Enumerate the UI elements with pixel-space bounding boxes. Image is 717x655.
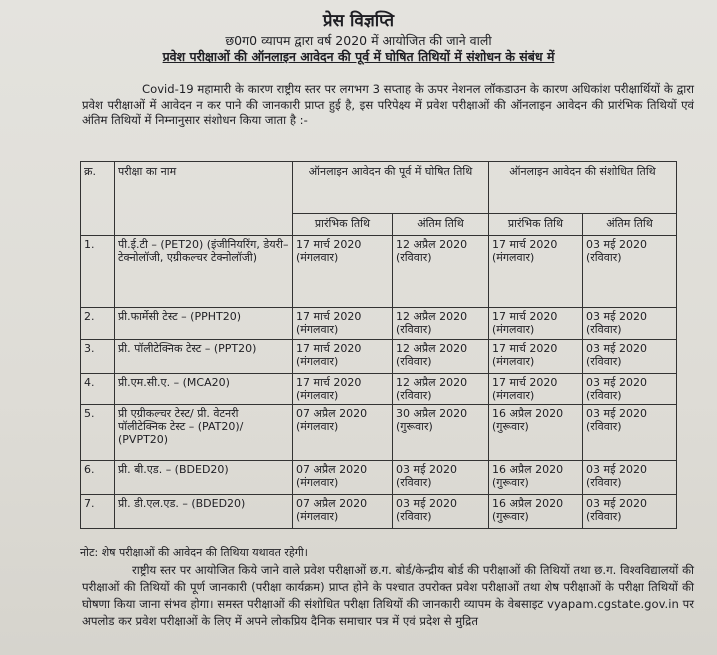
rev-end-day: (रविवार) (586, 510, 622, 523)
prev-end-day: (रविवार) (396, 355, 432, 368)
rev-start-date: 17 मार्च 2020 (492, 342, 558, 355)
rev-start-day: (गुरूवार) (492, 510, 529, 523)
cell-prev-start (293, 340, 393, 374)
cell-sno (81, 374, 115, 405)
cell-prev-end (393, 461, 489, 495)
table-row (81, 236, 677, 308)
row-exam-name: प्री. बी.एड. – (BDED20) (118, 463, 229, 476)
cell-exam-name (115, 405, 293, 461)
subtitle-line-1: छ0ग0 व्यापम द्वारा वर्ष 2020 में आयोजित की जाने वाली (225, 33, 492, 48)
prev-end-date: 12 अप्रैल 2020 (396, 310, 468, 323)
rev-start-date: 16 अप्रैल 2020 (492, 407, 564, 420)
prev-end-day: (रविवार) (396, 251, 432, 264)
prev-end-date: 12 अप्रैल 2020 (396, 342, 468, 355)
rev-end-date: 03 मई 2020 (586, 376, 647, 389)
cell-prev-start (293, 374, 393, 405)
rev-start-day: (मंगलवार) (492, 389, 535, 402)
note-text: नोट: शेष परीक्षाओं की आवेदन की तिथिया यथावत रहेगी। (80, 546, 308, 559)
row-exam-name: प्री. पॉलीटेक्निक टेस्ट – (PPT20) (118, 342, 257, 355)
prev-start-day: (मंगलवार) (296, 251, 339, 264)
prev-end-day: (रविवार) (396, 476, 432, 489)
table-header-row (81, 162, 677, 214)
cell-rev-end (583, 405, 677, 461)
cell-prev-end (393, 308, 489, 340)
cell-rev-start (489, 495, 583, 529)
cell-prev-end (393, 495, 489, 529)
prev-start-day: (मंगलवार) (296, 323, 339, 336)
cell-rev-start (489, 308, 583, 340)
rev-end-day: (रविवार) (586, 355, 622, 368)
rev-end-day: (रविवार) (586, 476, 622, 489)
row-sno: 6. (84, 463, 95, 476)
header-sno: क्र. (81, 162, 115, 236)
page-title: प्रेस विज्ञप्ति (322, 11, 395, 31)
intro-paragraph: Covid-19 महामारी के कारण राष्ट्रीय स्तर पर लगभग 3 सप्ताह के ऊपर नेशनल लॉकडाउन के कारण अधिकांश परीक्षार्थियों के द्वारा प्रवेश परीक्षाओं में आवेदन न कर पाने की जानकारी प्राप्त हुई है, इस परिपेक्ष्य में प्रवेश परीक्षाओं की ऑनलाइन आवेदन की प्रारंभिक तिथियों एवं अंतिम तिथियों में निम्नानुसार संशोधन किया जाता है :- (82, 82, 694, 127)
rev-end-day: (रविवार) (586, 420, 622, 433)
row-sno: 5. (84, 407, 95, 420)
header-prev-end: अंतिम तिथि (393, 214, 489, 236)
prev-end-day: (रविवार) (396, 389, 432, 402)
cell-rev-end (583, 308, 677, 340)
rev-start-day: (गुरूवार) (492, 476, 529, 489)
row-sno: 2. (84, 310, 95, 323)
rev-end-date: 03 मई 2020 (586, 407, 647, 420)
prev-start-date: 17 मार्च 2020 (296, 310, 362, 323)
rev-start-date: 16 अप्रैल 2020 (492, 497, 564, 510)
row-sno: 4. (84, 376, 95, 389)
prev-end-day: (रविवार) (396, 323, 432, 336)
rev-end-date: 03 मई 2020 (586, 463, 647, 476)
header-rev-start: प्रारंभिक तिथि (489, 214, 583, 236)
cell-exam-name (115, 374, 293, 405)
cell-sno (81, 236, 115, 308)
prev-start-day: (मंगलवार) (296, 420, 339, 433)
header-previous-dates: ऑनलाइन आवेदन की पूर्व में घोषित तिथि (293, 162, 489, 214)
rev-start-day: (गुरूवार) (492, 420, 529, 433)
cell-prev-end (393, 374, 489, 405)
rev-start-day: (मंगलवार) (492, 355, 535, 368)
cell-prev-end (393, 405, 489, 461)
cell-rev-end (583, 374, 677, 405)
rev-end-date: 03 मई 2020 (586, 342, 647, 355)
rev-start-date: 17 मार्च 2020 (492, 376, 558, 389)
table-row (81, 340, 677, 374)
cell-rev-end (583, 340, 677, 374)
rev-end-date: 03 मई 2020 (586, 238, 647, 251)
cell-rev-start (489, 374, 583, 405)
cell-rev-start (489, 461, 583, 495)
cell-prev-start (293, 236, 393, 308)
rev-start-date: 17 मार्च 2020 (492, 238, 558, 251)
table-row (81, 495, 677, 529)
cell-sno (81, 495, 115, 529)
header-revised-dates: ऑनलाइन आवेदन की संशोधित तिथि (489, 162, 677, 214)
cell-prev-end (393, 340, 489, 374)
cell-sno (81, 340, 115, 374)
cell-prev-start (293, 405, 393, 461)
row-exam-name: पी.ई.टी – (PET20) (इंजीनियरिंग, डेयरी–टेक्नोलॉजी, एग्रीकल्चर टेक्नोलॉजी) (118, 238, 289, 264)
cell-prev-start (293, 495, 393, 529)
cell-exam-name (115, 308, 293, 340)
rev-start-day: (मंगलवार) (492, 251, 535, 264)
prev-start-date: 17 मार्च 2020 (296, 376, 362, 389)
row-exam-name: प्री. डी.एल.एड. – (BDED20) (118, 497, 246, 510)
prev-start-date: 07 अप्रैल 2020 (296, 407, 368, 420)
rev-end-date: 03 मई 2020 (586, 310, 647, 323)
table-row (81, 405, 677, 461)
rev-end-day: (रविवार) (586, 389, 622, 402)
row-sno: 3. (84, 342, 95, 355)
table-row (81, 461, 677, 495)
row-sno: 7. (84, 497, 95, 510)
prev-end-date: 12 अप्रैल 2020 (396, 376, 468, 389)
prev-end-date: 30 अप्रैल 2020 (396, 407, 468, 420)
cell-rev-end (583, 236, 677, 308)
header-prev-start: प्रारंभिक तिथि (293, 214, 393, 236)
cell-exam-name (115, 495, 293, 529)
rev-start-date: 17 मार्च 2020 (492, 310, 558, 323)
row-exam-name: प्री.एम.सी.ए. – (MCA20) (118, 376, 230, 389)
cell-rev-end (583, 461, 677, 495)
cell-prev-start (293, 461, 393, 495)
prev-end-day: (गुरूवार) (396, 420, 433, 433)
row-exam-name: प्री.फार्मेसी टेस्ट – (PPHT20) (118, 310, 241, 323)
cell-rev-start (489, 236, 583, 308)
prev-end-date: 12 अप्रैल 2020 (396, 238, 468, 251)
prev-start-day: (मंगलवार) (296, 510, 339, 523)
schedule-table (80, 161, 677, 529)
cell-sno (81, 405, 115, 461)
header-exam-name: परीक्षा का नाम (115, 162, 293, 236)
cell-sno (81, 308, 115, 340)
prev-start-date: 17 मार्च 2020 (296, 238, 362, 251)
rev-end-day: (रविवार) (586, 251, 622, 264)
prev-end-day: (रविवार) (396, 510, 432, 523)
cell-prev-end (393, 236, 489, 308)
rev-end-day: (रविवार) (586, 323, 622, 336)
prev-start-day: (मंगलवार) (296, 476, 339, 489)
prev-start-date: 07 अप्रैल 2020 (296, 463, 368, 476)
row-sno: 1. (84, 238, 95, 251)
table-row (81, 374, 677, 405)
rev-start-date: 16 अप्रैल 2020 (492, 463, 564, 476)
prev-start-day: (मंगलवार) (296, 355, 339, 368)
table-row (81, 308, 677, 340)
rev-end-date: 03 मई 2020 (586, 497, 647, 510)
prev-start-day: (मंगलवार) (296, 389, 339, 402)
cell-sno (81, 461, 115, 495)
cell-rev-start (489, 340, 583, 374)
cell-exam-name (115, 340, 293, 374)
closing-paragraph: राष्ट्रीय स्तर पर आयोजित किये जाने वाले प्रवेश परीक्षाओं छ.ग. बोर्ड/केन्द्रीय बोर्ड की परीक्षाओं की तिथियों तथा छ.ग. विश्वविद्यालयों की परीक्षाओं की तिथियों की पूर्ण जानकारी (परीक्षा कार्यक्रम) प्राप्त होने के पश्चात उपरोक्त प्रवेश परीक्षाओं तथा शेष परीक्षाओं के परीक्षा तिथियों की घोषणा किया जाना संभव होगा। समस्त परीक्षाओं की संशोधित परीक्षा तिथियों की जानकारी व्यापम के वेबसाइट vyapam.cgstate.gov.in पर अपलोड कर प्रवेश परीक्षाओं के लिए में अपने लोकप्रिय दैनिक समाचार पत्र में एवं प्रदेश से मुद्रित (82, 563, 694, 628)
prev-end-date: 03 मई 2020 (396, 497, 457, 510)
prev-start-date: 07 अप्रैल 2020 (296, 497, 368, 510)
prev-start-date: 17 मार्च 2020 (296, 342, 362, 355)
row-exam-name: प्री एग्रीकल्चर टेस्ट/ प्री. वेटनरी पॉलीटेक्निक टेस्ट – (PAT20)/ (PVPT20) (118, 407, 244, 446)
cell-prev-start (293, 308, 393, 340)
header-rev-end: अंतिम तिथि (583, 214, 677, 236)
subtitle-line-2: प्रवेश परीक्षाओं की ऑनलाइन आवेदन की पूर्व में घोषित तिथियों में संशोधन के संबंध में (162, 49, 555, 64)
cell-exam-name (115, 461, 293, 495)
prev-end-date: 03 मई 2020 (396, 463, 457, 476)
cell-exam-name (115, 236, 293, 308)
cell-rev-end (583, 495, 677, 529)
cell-rev-start (489, 405, 583, 461)
rev-start-day: (मंगलवार) (492, 323, 535, 336)
